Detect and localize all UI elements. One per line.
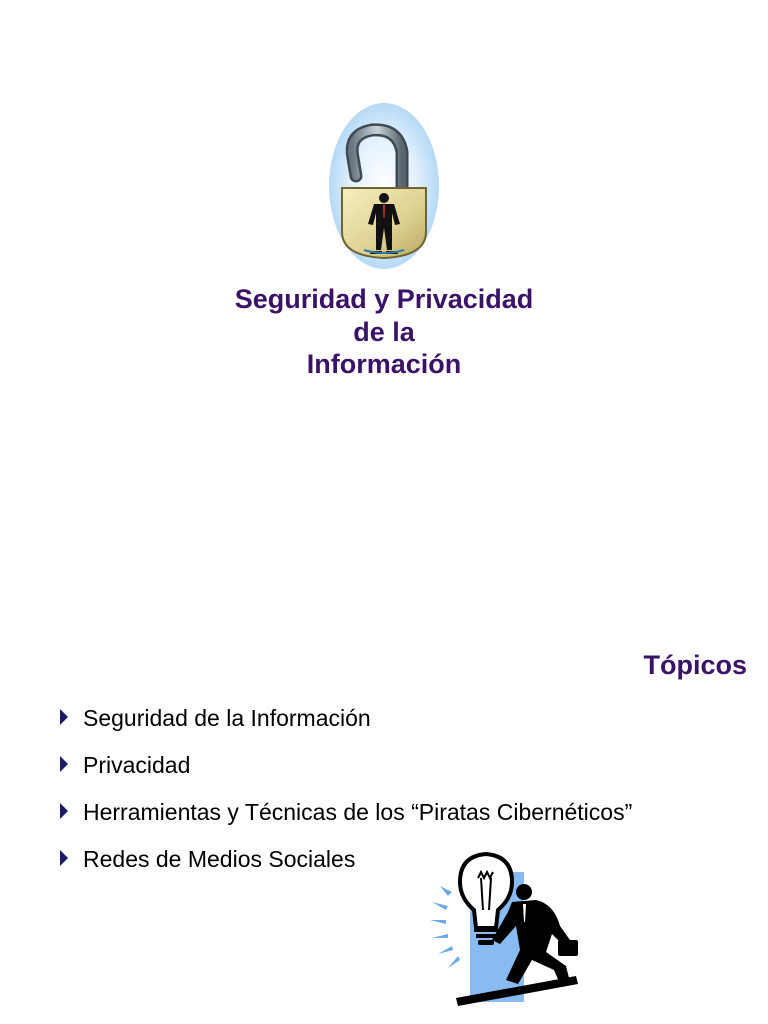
triangle-bullet-icon bbox=[58, 755, 70, 773]
lightbulb-businessman-icon bbox=[426, 848, 582, 1008]
topic-label: Privacidad bbox=[83, 752, 191, 778]
list-item bbox=[58, 796, 632, 843]
triangle-bullet-icon bbox=[58, 849, 70, 867]
title-line-1: Seguridad y Privacidad bbox=[234, 284, 534, 314]
page-title bbox=[0, 283, 768, 381]
topic-label: Seguridad de la Información bbox=[83, 705, 371, 731]
triangle-bullet-icon bbox=[58, 708, 70, 726]
topic-label: Redes de Medios Sociales bbox=[83, 846, 356, 872]
list-item bbox=[58, 702, 632, 749]
title-line-2: de la bbox=[353, 316, 415, 347]
title-line-3: Información bbox=[306, 349, 462, 379]
topic-label: Herramientas y Técnicas de los “Piratas Cibernéticos” bbox=[83, 799, 633, 825]
list-item bbox=[58, 749, 632, 796]
topics-heading: Tópicos bbox=[643, 650, 747, 680]
open-padlock-icon bbox=[326, 100, 442, 272]
triangle-bullet-icon bbox=[58, 802, 70, 820]
